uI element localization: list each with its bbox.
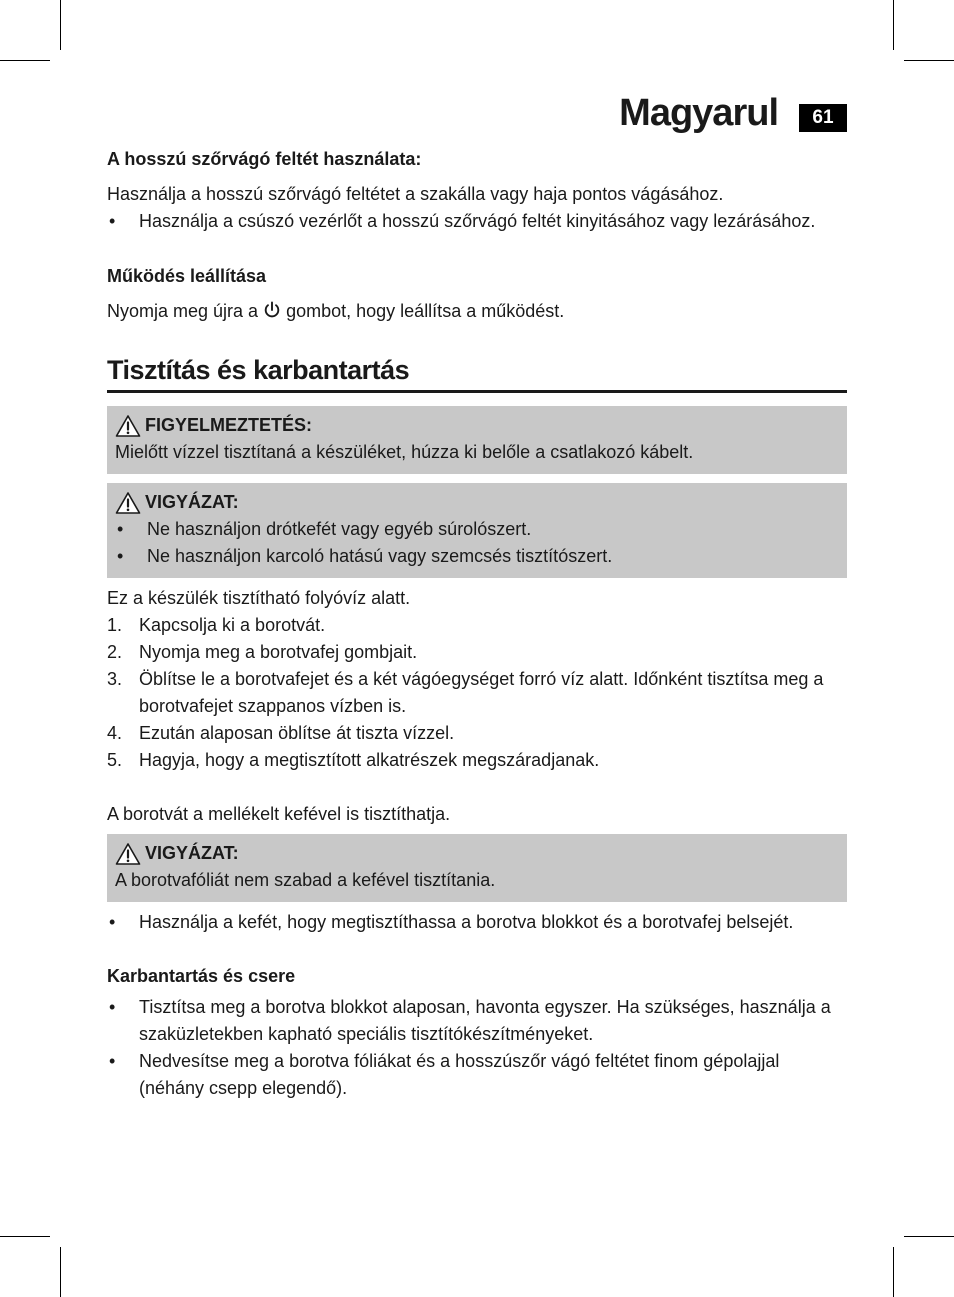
long-trimmer-list <box>107 208 847 235</box>
cleaning-heading: Tisztítás és karbantartás <box>107 357 847 393</box>
crop-mark <box>60 1247 61 1297</box>
maintenance-heading: Karbantartás és csere <box>107 966 296 986</box>
stop-text-after: gombot, hogy leállítsa a működést. <box>286 301 565 321</box>
crop-mark <box>904 1236 954 1237</box>
caution-title-text: VIGYÁZAT: <box>145 492 239 512</box>
step-text: Kapcsolja ki a borotvát. <box>139 615 326 635</box>
crop-mark <box>893 0 894 50</box>
maintenance-list <box>107 994 847 1102</box>
list-item: • Használja a csúszó vezérlőt a hosszú szőrvágó feltét kinyitásához vagy lezárásához. <box>107 208 847 235</box>
stop-text-before: Nyomja meg újra a <box>107 301 259 321</box>
page-language-title: Magyarul <box>619 92 778 134</box>
step-number: 1. <box>107 615 123 635</box>
stop-text <box>107 298 847 327</box>
warning-title-text: FIGYELMEZTETÉS: <box>145 415 313 435</box>
caution-text: A borotvafóliát nem szabad a kefével tisztítania. <box>115 870 496 890</box>
list-item: • Használja a kefét, hogy megtisztíthassa a borotva blokkot és a borotvafej belsejét. <box>107 909 847 936</box>
cleaning-intro: Ez a készülék tisztítható folyóvíz alatt. <box>107 588 411 608</box>
brush-text: A borotvát a mellékelt kefével is tisztíthatja. <box>107 804 451 824</box>
step-text: Hagyja, hogy a megtisztított alkatrészek megszáradjanak. <box>139 750 600 770</box>
list-item <box>107 666 847 720</box>
step-number: 4. <box>107 723 123 743</box>
long-trimmer-text: Használja a hosszú szőrvágó feltétet a szakálla vagy haja pontos vágásához. <box>107 184 724 204</box>
warning-box <box>107 406 847 474</box>
step-text: Nyomja meg a borotvafej gombjait. <box>139 642 418 662</box>
caution-box <box>107 483 847 578</box>
step-text: Öblítse le a borotvafejet és a két vágóegységet forró víz alatt. Időnként tisztítsa meg a borotvafejet szappanos vízben is. <box>139 669 824 716</box>
list-item: • Tisztítsa meg a borotva blokkot alaposan, havonta egyszer. Ha szükséges, használja a szaküzletekben kapható speciális tisztítókészítményeket. <box>107 994 847 1048</box>
warning-triangle-icon <box>115 414 141 438</box>
warning-text: Mielőtt vízzel tisztítaná a készüléket, húzza ki belőle a csatlakozó kábelt. <box>115 442 694 462</box>
list-item: • Ne használjon drótkefét vagy egyéb súrolószert. <box>115 516 839 543</box>
step-number: 5. <box>107 750 123 770</box>
page-number-badge: 61 <box>799 104 847 132</box>
list-item <box>107 612 847 639</box>
list-item: • Nedvesítse meg a borotva fóliákat és a hosszúszőr vágó feltétet finom gépolajjal (néhány csepp elegendő). <box>107 1048 847 1102</box>
caution-title <box>115 840 839 867</box>
crop-mark <box>904 60 954 61</box>
crop-mark <box>0 60 50 61</box>
power-icon <box>263 300 281 327</box>
step-number: 3. <box>107 669 123 689</box>
list-item <box>107 720 847 747</box>
warning-title <box>115 412 839 439</box>
step-text: Ezután alaposan öblítse át tiszta vízzel. <box>139 723 455 743</box>
step-number: 2. <box>107 642 123 662</box>
crop-mark <box>60 0 61 50</box>
stop-heading: Működés leállítása <box>107 266 267 286</box>
list-item <box>107 747 847 774</box>
caution-title-text: VIGYÁZAT: <box>145 843 239 863</box>
warning-triangle-icon <box>115 491 141 515</box>
crop-mark <box>893 1247 894 1297</box>
crop-mark <box>0 1236 50 1237</box>
page-content <box>107 146 847 1102</box>
caution-list <box>115 516 839 570</box>
brush-list <box>107 909 847 936</box>
caution-box-brush <box>107 834 847 902</box>
cleaning-steps <box>107 612 847 774</box>
list-item <box>107 639 847 666</box>
list-item: • Ne használjon karcoló hatású vagy szemcsés tisztítószert. <box>115 543 839 570</box>
long-trimmer-heading: A hosszú szőrvágó feltét használata: <box>107 149 422 169</box>
warning-triangle-icon <box>115 842 141 866</box>
caution-title <box>115 489 839 516</box>
